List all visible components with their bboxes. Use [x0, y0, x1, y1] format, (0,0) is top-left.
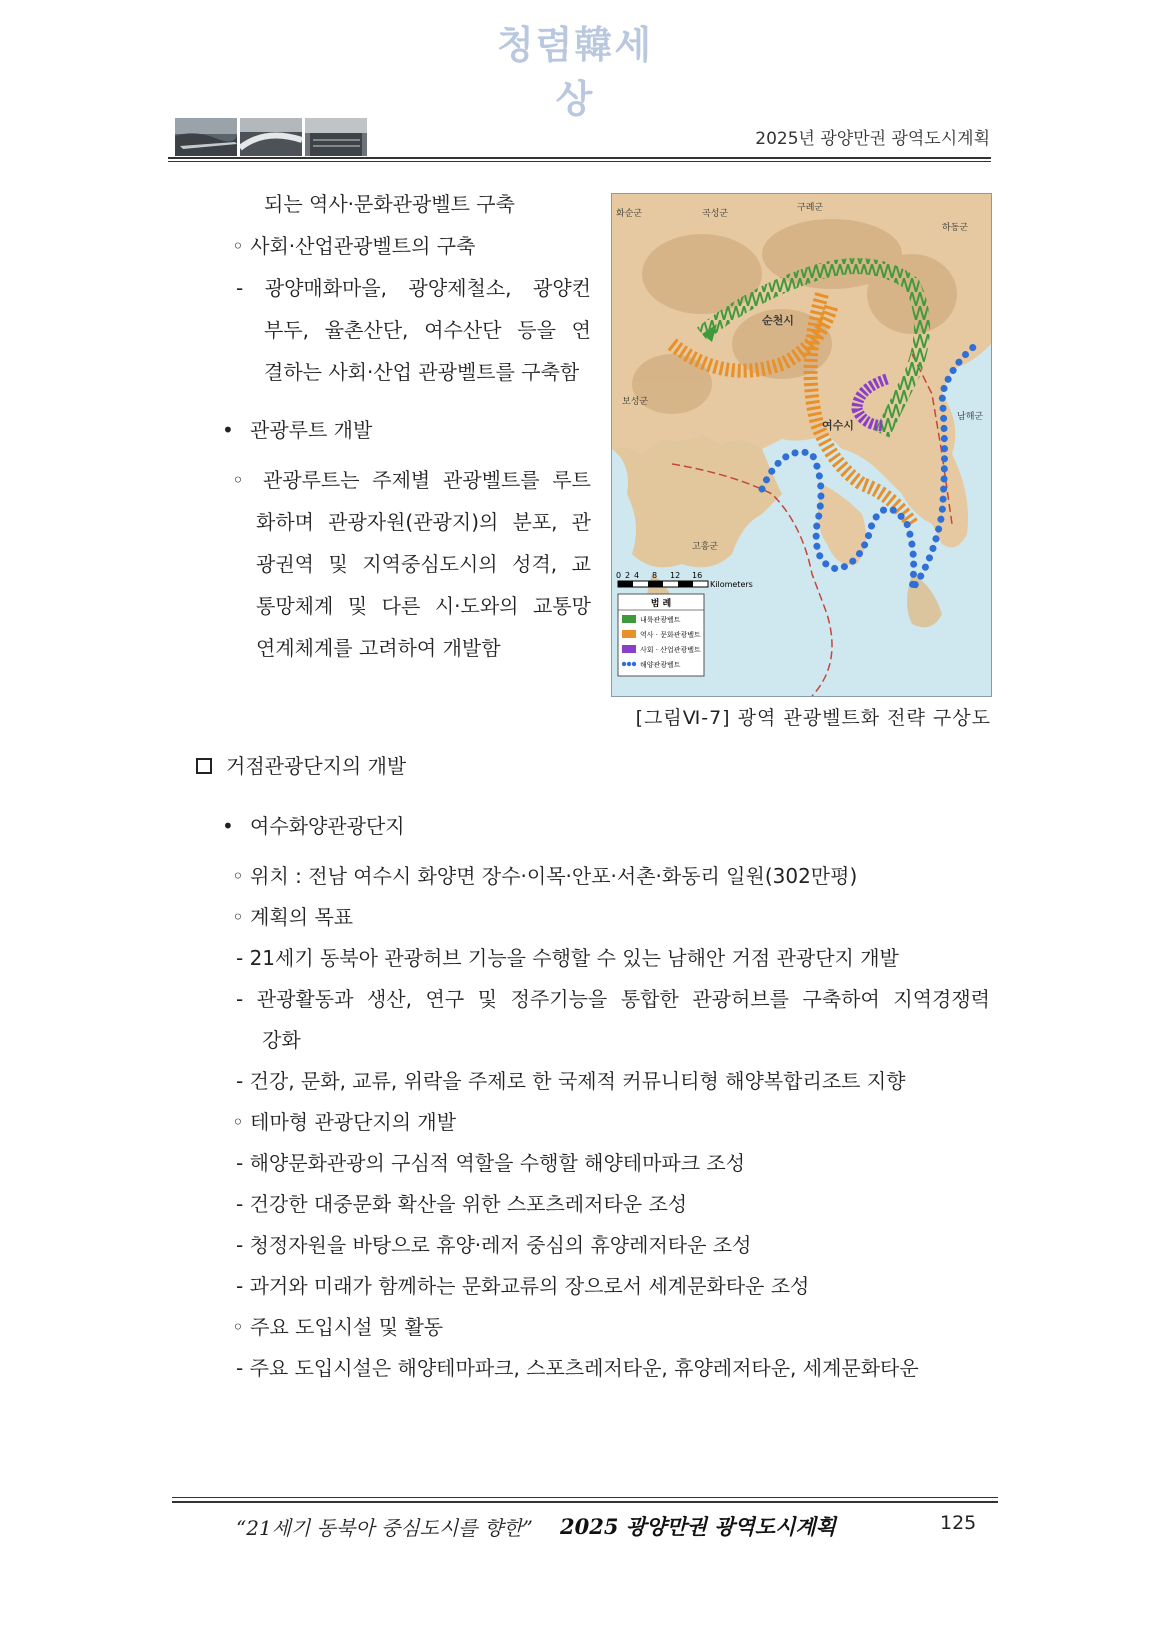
text-line: - 관광활동과 생산, 연구 및 정주기능을 통합한 관광허브를 구축하여 지역경쟁력 — [236, 987, 990, 1011]
svg-text:역사 · 문화관광벨트: 역사 · 문화관광벨트 — [640, 631, 701, 639]
tourism-belt-map — [611, 193, 992, 697]
text-line: ◦ 테마형 관광단지의 개발 — [232, 1110, 457, 1134]
checkbox-square-icon — [196, 758, 212, 774]
footer-rule-thin — [172, 1497, 998, 1498]
section-heading — [196, 752, 406, 780]
svg-text:Kilometers: Kilometers — [710, 580, 753, 589]
photo-landscape-2 — [240, 118, 302, 156]
map-place-suncheon: 순천시 — [762, 314, 794, 327]
text-line: ◦ 주요 도입시설 및 활동 — [232, 1315, 444, 1339]
svg-text:사회 · 산업관광벨트: 사회 · 산업관광벨트 — [640, 646, 701, 654]
header-rule — [168, 157, 991, 159]
svg-text:12: 12 — [670, 571, 681, 580]
svg-text:2: 2 — [625, 571, 631, 580]
header-rule-thin — [168, 161, 991, 162]
footer-title: 2025 광양만권 광역도시계획 — [560, 1514, 836, 1539]
text-line: ◦ 위치 : 전남 여수시 화양면 장수·이목·안포·서촌·화동리 일원(302만평) — [232, 864, 858, 888]
text-line: 광권역 및 지역중심도시의 성격, 교 — [256, 552, 591, 576]
text-line: 부두, 율촌산단, 여수산단 등을 연 — [264, 318, 591, 342]
map-place-hwasun: 화순군 — [616, 209, 643, 219]
text-line: - 광양매화마을, 광양제철소, 광양컨 — [236, 276, 591, 300]
footer-slogan: “21세기 동북아 중심도시를 향한” — [236, 1516, 533, 1540]
section-heading-text: 거점관광단지의 개발 — [226, 754, 407, 778]
svg-text:해양관광벨트: 해양관광벨트 — [640, 661, 681, 669]
map-place-gokseong: 곡성군 — [702, 209, 729, 219]
text-line: 연계체계를 고려하여 개발함 — [256, 636, 501, 660]
map-place-yeosu: 여수시 — [822, 419, 854, 432]
footer-rule — [172, 1501, 998, 1503]
bullet-marker: • — [222, 814, 234, 838]
text-line: 강화 — [262, 1028, 301, 1052]
logo-text: 청렴韓세상 — [496, 23, 654, 121]
text-line: - 21세기 동북아 관광허브 기능을 수행할 수 있는 남해안 거점 관광단지 개발 — [236, 946, 899, 970]
map-place-namhae: 남해군 — [957, 412, 984, 422]
text-line: - 해양문화관광의 구심적 역할을 수행할 해양테마파크 조성 — [236, 1151, 746, 1175]
header-photos — [175, 118, 367, 156]
text-line: - 과거와 미래가 함께하는 문화교류의 장으로서 세계문화타운 조성 — [236, 1274, 810, 1298]
photo-landscape-1 — [175, 118, 237, 156]
svg-text:16: 16 — [692, 571, 703, 580]
text-line: - 건강, 문화, 교류, 위락을 주제로 한 국제적 커뮤니티형 해양복합리조트 지향 — [236, 1069, 906, 1093]
svg-text:내륙관광벨트: 내륙관광벨트 — [640, 616, 681, 624]
photo-landscape-3 — [305, 118, 367, 156]
map-place-hadong: 하동군 — [942, 223, 969, 233]
bullet-heading: 관광루트 개발 — [250, 418, 373, 442]
text-line: ◦ 관광루트는 주제별 관광벨트를 루트 — [232, 468, 591, 492]
svg-text:0: 0 — [616, 571, 622, 580]
map-legend — [618, 594, 704, 676]
text-line: ◦ 계획의 목표 — [232, 905, 354, 929]
map-place-boseong: 보성군 — [622, 397, 649, 407]
svg-text:범 례: 범 례 — [650, 599, 672, 609]
bullet-marker: • — [222, 418, 234, 442]
text-line: 되는 역사·문화관광벨트 구축 — [264, 192, 515, 216]
map-drawing — [612, 194, 991, 696]
text-line: 통망체계 및 다른 시·도와의 교통망 — [256, 594, 591, 618]
map-place-gurye: 구례군 — [797, 203, 824, 213]
document-title: 2025년 광양만권 광역도시계획 — [755, 129, 990, 149]
bullet-heading: 여수화양관광단지 — [250, 814, 405, 838]
text-line: - 건강한 대중문화 확산을 위한 스포츠레저타운 조성 — [236, 1192, 688, 1216]
svg-text:8: 8 — [652, 571, 658, 580]
text-line: - 주요 도입시설은 해양테마파크, 스포츠레저타운, 휴양레저타운, 세계문화타운 — [236, 1356, 919, 1380]
svg-text:4: 4 — [634, 571, 640, 580]
text-line: 결하는 사회·산업 관광벨트를 구축함 — [264, 360, 580, 384]
text-line: - 청정자원을 바탕으로 휴양·레저 중심의 휴양레저타운 조성 — [236, 1233, 752, 1257]
text-line: ◦ 사회·산업관광벨트의 구축 — [232, 234, 476, 258]
header-logo — [490, 18, 660, 121]
page-number: 125 — [940, 1512, 977, 1534]
figure-caption: [그림Ⅵ-7] 광역 관광벨트화 전략 구상도 — [635, 707, 991, 729]
text-line: 화하며 관광자원(관광지)의 분포, 관 — [256, 510, 591, 534]
map-place-goheung: 고흥군 — [692, 542, 719, 552]
